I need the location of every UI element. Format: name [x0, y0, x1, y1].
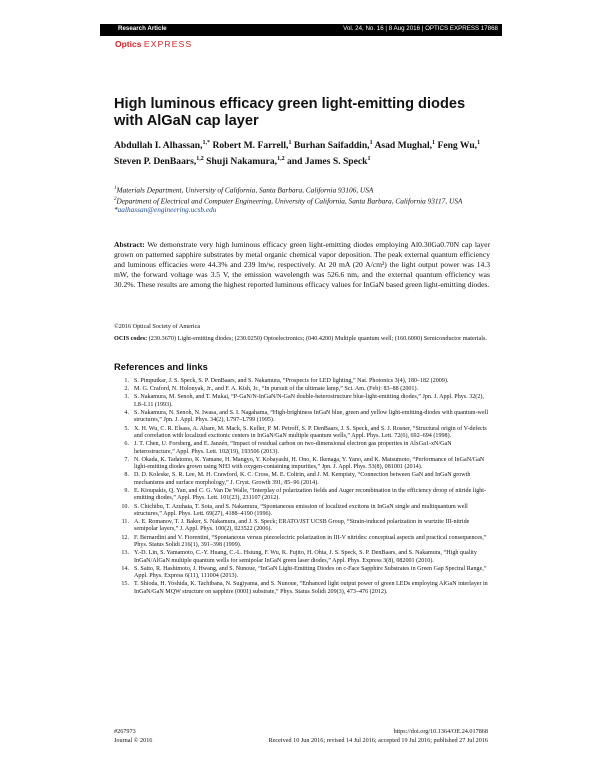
- logo-optics-text: Optics: [115, 39, 142, 49]
- author: and James S. Speck$^1$: [286, 155, 371, 167]
- reference-item: 7. N. Okada, K. Tadatomo, K. Yamane, H. Mangyo, Y. Kobayashi, H. Ono, K. Ikenaga, Y. Yano, and K. Matsumoto, “Performance of InGaN/GaN light-emitting diodes grown using NH3 with oxygen-containing impurities,” Jpn. J. Appl. Phys. 53(8), 081001 (2014).: [124, 456, 485, 471]
- reference-item: 9. E. Kioupakis, Q. Yan, and C. G. Van De Walle, “Interplay of polarization fields and Auger recombination in the efficiency droop of nitride light-emitting diodes,” Appl. Phys. Lett. 101(23), 231107 (2012).: [124, 487, 487, 502]
- reference-item: 4. S. Nakamura, N. Senoh, N. Iwasa, and S. I. Nagahama, “High-brightness InGaN blue, green and yellow light-emitting-diodes with quantum-well structures,” Jpn. J. Appl. Phys. 34(2), L797–L799 (1995).: [124, 410, 489, 424]
- reference-list: [114, 378, 490, 597]
- journal-logo: [115, 39, 192, 49]
- reference-item: 2. M. G. Craford, N. Holonyak, Jr., and F. A. Kish, Jr., “In pursuit of the ultimate lamp,” Sci. Am. (Feb): 83–88 (2001).: [124, 386, 419, 393]
- ocis-text: (230.3670) Light-emitting diodes; (230.0250) Optoelectronics; (040.4200) Multiple quantum well; (160.6000) Semiconductor materials.: [148, 335, 487, 342]
- doi-link[interactable]: https://doi.org/10.1364/OE.24.017868: [393, 728, 488, 735]
- author: Steven P. DenBaars,$^{1,2}$: [114, 155, 204, 167]
- journal-citation: Vol. 24, No. 16 | 8 Aug 2016 | OPTICS EXPRESS 17868: [343, 25, 498, 32]
- affiliations: [114, 184, 494, 215]
- journal-header-bar: [100, 24, 502, 36]
- reference-item: 14. S. Saito, R. Hashimoto, J. Hwang, and S. Nunoue, “InGaN Light-Emitting Diodes on c-Face Sapphire Substrates in Green Gap Spectral Range,” Appl. Phys. Express 6(11), 111004 (2013).: [121, 565, 487, 580]
- author: Asad Mughal,$^1$: [374, 140, 436, 152]
- affiliation-2: $^2$Department of Electrical and Computer Engineering, University of California, Santa Barbara, California 93117, USA: [114, 196, 463, 206]
- paper-title: High luminous efficacy green light-emitting diodes with AlGaN cap layer: [114, 96, 466, 129]
- author-list: [114, 137, 494, 168]
- reference-item: 3. S. Nakamura, M. Senoh, and T. Mukai, “P-GaN/N-InGaN/N-GaN double-heterostructure blue-light-emitting diodes,” Jpn. J. Appl. Phys. 32(2), L8–L11 (1993).: [124, 394, 484, 408]
- abstract-label: Abstract:: [114, 240, 145, 249]
- ocis-label: OCIS codes:: [114, 335, 148, 342]
- copyright-notice: ©2016 Optical Society of America: [114, 323, 201, 330]
- article-number: #267973: [114, 728, 136, 735]
- reference-item: 6. J. T. Chen, U. Forsberg, and E. Janzén, “Impact of residual carbon on two-dimensional electron gas properties in AlxGa1-xN/GaN heterostructure,” Appl. Phys. Lett. 102(19), 193506 (2013).: [124, 441, 452, 455]
- reference-item: 13. Y.-D. Lin, S. Yamamoto, C.-Y. Huang, C.-L. Hsiung, F. Wu, K. Fujito, H. Ohta, J. S. Speck, S. P. DenBaars, and S. Nakamura, “High quality InGaN/AlGaN multiple quantum wells for semipolar InGaN green laser diodes,” Appl. Phys. Express 3(8), 082001 (2010).: [121, 550, 477, 564]
- reference-item: 1. S. Pimputkar, J. S. Speck, S. P. DenBaars, and S. Nakamura, “Prospects for LED lighting,” Nat. Photonics 3(4), 180–182 (2009).: [124, 378, 449, 384]
- references-heading: References and links: [114, 361, 208, 372]
- reference-item: 12. F. Bernardini and V. Fiorentini, “Spontaneous versus piezoelectric polarization in III-V nitrides: conceptual aspects and practical consequences,” Phys. Status Solidi 216(1), 391–398 (1999).: [121, 534, 487, 549]
- author: Shuji Nakamura,$^{1,2}$: [206, 155, 285, 167]
- author: Feng Wu,$^1$: [437, 140, 481, 152]
- journal-copyright: Journal © 2016: [114, 737, 153, 744]
- reference-item: 8. D. D. Koleske, S. R. Lee, M. H. Crawford, K. C. Cross, M. E. Coltrin, and J. M. Kempisty, “Connection between GaN and InGaN growth mechanisms and surface morphology,” J. Cryst. Growth 391, 85–96 (2014).: [124, 472, 471, 486]
- affiliation-1: $^1$Materials Department, University of California, Santa Barbara, California 93106, USA: [114, 185, 374, 195]
- author: Burhan Saifaddin,$^1$: [293, 140, 373, 152]
- corresponding-email[interactable]: *aalhassan@engineering.ucsb.edu: [114, 205, 217, 215]
- author: Abdullah I. Alhassan,$^{1,*}$: [114, 140, 211, 152]
- reference-item: 10. S. Chichibu, T. Azuhata, T. Sota, and S. Nakamura, “Spontaneous emission of localized excitons in InGaN single and multiquantum well structures,” Appl. Phys. Lett. 69(27), 4188–4190 (1996).: [121, 503, 468, 517]
- abstract: [114, 240, 490, 290]
- author: Robert M. Farrell,$^1$: [212, 140, 292, 152]
- reference-item: 11. A. E. Romanov, T. J. Baker, S. Nakamura, and J. S. Speck; ERATO/JST UCSB Group, “Strain-induced polarization in wurtzite III-nitride semipolar layers,” J. Appl. Phys. 100(2), 023522 (2006).: [121, 519, 470, 533]
- reference-item: 5. X. H. Wu, C. R. Elsass, A. Abare, M. Mack, S. Keller, P. M. Petroff, S. P. DenBaars, J. S. Speck, and S. J. Rosner, “Structural origin of V-defects and correlation with localized excitonic centers in InGaN/GaN multiple quantum wells,” Appl. Phys. Lett. 72(6), 692–694 (1998).: [124, 425, 487, 439]
- ocis-codes: [114, 335, 490, 343]
- publication-dates: Received 10 Jun 2016; revised 14 Jul 2016; accepted 19 Jul 2016; published 27 Jul 2016: [268, 737, 488, 744]
- logo-express-text: EXPRESS: [143, 39, 193, 49]
- abstract-text: We demonstrate very high luminous efficacy green light-emitting diodes employing Al0.30Ga0.70N cap layer grown on patterned sapphire substrates by metal organic chemical vapor deposition. The peak external quantum efficiency and luminous efficacies were 44.3% and 239 lm/w, respectively. At 20 mA (20 A/cm²) the light output power was 14.3 mW, the forward voltage was 3.5 V, the emission wavelength was 526.6 nm, and the external quantum efficiency was 30.2%. These results are among the highest reported luminous efficacy values for InGaN based green light-emitting diodes.: [114, 240, 490, 289]
- article-type-label: Research Article: [118, 25, 167, 32]
- reference-item: 15. T. Shioda, H. Yoshida, K. Tachibana, N. Sugiyama, and S. Nunoue, “Enhanced light output power of green LEDs employing AlGaN interlayer in InGaN/GaN MQW structure on sapphire (0001) substrate,” Phys. Status Solidi 209(3), 473–476 (2012).: [121, 581, 488, 595]
